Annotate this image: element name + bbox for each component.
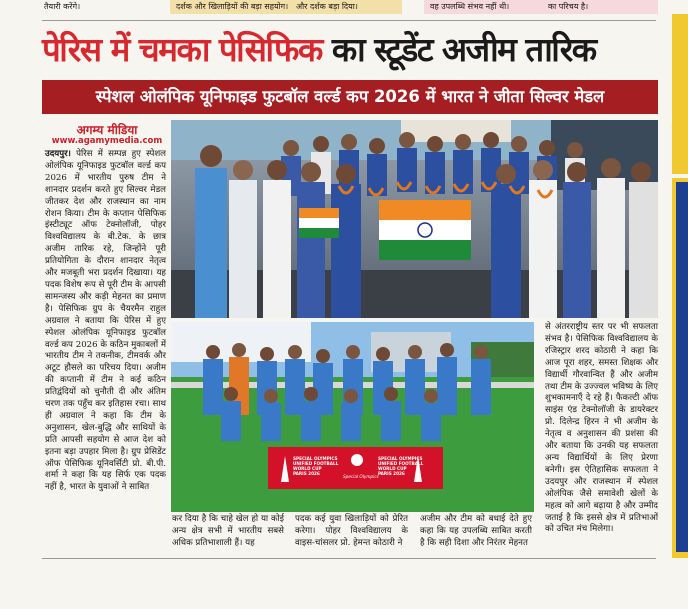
banner-right-line-3: WORLD CUP bbox=[378, 466, 407, 471]
banner-right-line-1: SPECIAL OLYMPICS bbox=[378, 456, 423, 461]
article-paragraph-1: पेरिस में सम्पन्न हुए स्पेशल ओलंपिक यूनिफाइड फुटबॉल वर्ल्ड कप 2026 में भारतीय पुरुष टीम ने शानदार प्रदर्शन करते हुए सिल्वर मेडल जीतकर देश और राजस्थान का नाम रोशन किया। टीम के कप्तान पेसिफिक इंस्टीट्यूट ऑफ टेक्नोलॉजी, पोहर विश्वविद्यालय के बी.टेक. के छात्र अजीम तारिक रहे, जिन्होंने पूरी प्रतियोगिता के दौरान शानदार नेतृत्व और मजबूती भरा प्रदर्शन दिखाया। यह पदक विशेष रूप से पूरी टीम के आपसी सामन्जस्य और कड़ी मेहनत का प्रमाण है। पेसिफिक ग्रुप के चैयरमैन राहुल अग्रवाल ने बताया कि पेरिस में हुए स्पेशल ओलंपिक यूनिफाइड फुटबॉल वर्ल्ड कप 2026 के कठिन मुकाबलों में भारतीय टीम ने तकनीक, टीमवर्क और अटूट हौसले का परिचय दिया। अजीम की कप्तानी में टीम ने कई कठिन प्रतिद्वंदियों को चुनौती दी और अंतिम चरण तक पहुँच कर इतिहास रचा। साथ ही अग्रवाल ने कहा कि टीम के अनुशासन, खेल-बुद्धि और साथियों के प्रति आपसी सहयोग से आज देश को इतना बड़ा उपहार मिला है। ग्रुप प्रेसिडेंट ऑफ पेसिफिक यूनिवर्सिटी प्रो. बी.पी. शर्मा ने कहा कि यह सिर्फ एक पदक नहीं है, भारत के युवाओं ने साबित bbox=[45, 149, 167, 493]
top-rule bbox=[42, 20, 656, 21]
top-right-text-2: का परिचय है। bbox=[548, 2, 589, 11]
top-mid-text-2: और दर्शक बड़ा दिया। bbox=[296, 2, 358, 11]
group-photo bbox=[171, 120, 658, 318]
subhead-banner: स्पेशल ओलंपिक यूनिफाइड फुटबॉल वर्ल्ड कप 2026 में भारत ने जीता सिल्वर मेडल bbox=[42, 80, 658, 114]
banner-center-logo-text: Special Olympics bbox=[343, 474, 379, 479]
banner-left-line-2: UNIFIED FOOTBALL bbox=[293, 461, 339, 466]
right-blue-block bbox=[676, 182, 688, 552]
top-right-text-1: वह उपलब्धि संभव नहीं थी। bbox=[430, 2, 510, 11]
banner-left-line-4: PARIS 2026 bbox=[293, 471, 320, 476]
team-field-illustration bbox=[171, 322, 534, 512]
headline bbox=[42, 28, 658, 72]
small-flag-icon bbox=[299, 208, 339, 238]
source-url: www.agamymedia.com bbox=[51, 136, 163, 146]
top-mid-text-1: दर्शक और खिलाड़ियों की बड़ा सहयोग। bbox=[176, 2, 289, 11]
article-column-3: पदक कई युवा खिलाड़ियों को प्रेरित करेगा। पोहर विश्वविद्यालय के वाइस-चांसलर प्रो. हेमन्त कोठारी ने bbox=[295, 514, 408, 548]
group-photo-illustration bbox=[171, 120, 658, 318]
bottom-rule bbox=[42, 558, 656, 559]
article-column-4: अजीम और टीम को बधाई देते हुए कहा कि यह उपलब्धि साबित करती है कि सही दिशा और निरंतर मेहनत bbox=[420, 514, 532, 548]
dateline: उदयपुर। bbox=[45, 149, 71, 159]
banner-right-line-4: PARIS 2026 bbox=[378, 471, 405, 476]
right-yellow-block bbox=[672, 14, 688, 174]
article-column-1 bbox=[45, 149, 166, 553]
team-field-photo bbox=[171, 322, 534, 512]
top-strip bbox=[0, 0, 688, 16]
banner-right-line-2: UNIFIED FOOTBALL bbox=[378, 461, 424, 466]
event-banner bbox=[268, 447, 443, 489]
source-logo: अगम्य मीडिया bbox=[76, 123, 138, 137]
headline-black-part: का स्टूडेंट अजीम तारिक bbox=[331, 30, 596, 69]
top-left-text: तैयारी करेंगे। bbox=[44, 2, 81, 11]
india-flag-icon bbox=[379, 200, 471, 260]
article-column-2: कर दिया है कि चाहे खेल हो या कोई अन्य क्षेत्र सभी में भारतीय सबसे अधिक प्रतिभाशाली हैं। यह bbox=[172, 514, 284, 548]
article-column-5: से अंतरराष्ट्रीय स्तर पर भी सफलता संभव है। पेसिफिक विश्वविद्यालय के रजिस्ट्रार शरद कोठारी ने कहा कि आज पूरा शहर, समस्त शिक्षक और विद्यार्थी गौरवान्वित हैं और अजीम तथा टीम के उज्ज्वल भविष्य के लिए शुभकामनाएँ दे रहे हैं। फैकल्टी ऑफ साइंस एंड टेक्नोलॉजी के डायरेक्टर प्रो. दिलेन्द्र हिरन ने भी अजीम के नेतृत्व व अनुशासन की प्रशंसा की और बताया कि उनकी यह सफलता अन्य विद्यार्थियों के लिए प्रेरणा बनेगी। इस ऐतिहासिक सफलता ने उदयपुर और राजस्थान में स्पेशल ओलंपिक जैसे समावेशी खेलों के महत्व को आगे बढ़ाया है और उम्मीद जताई है कि इससे क्षेत्र में प्रतिभाओं को उचित मंच मिलेगा। bbox=[545, 322, 658, 535]
headline-red-part: पेरिस में चमका पेसिफिक bbox=[42, 30, 322, 69]
banner-left-line-3: WORLD CUP bbox=[293, 466, 322, 471]
banner-left-line-1: SPECIAL OLYMPICS bbox=[293, 456, 338, 461]
